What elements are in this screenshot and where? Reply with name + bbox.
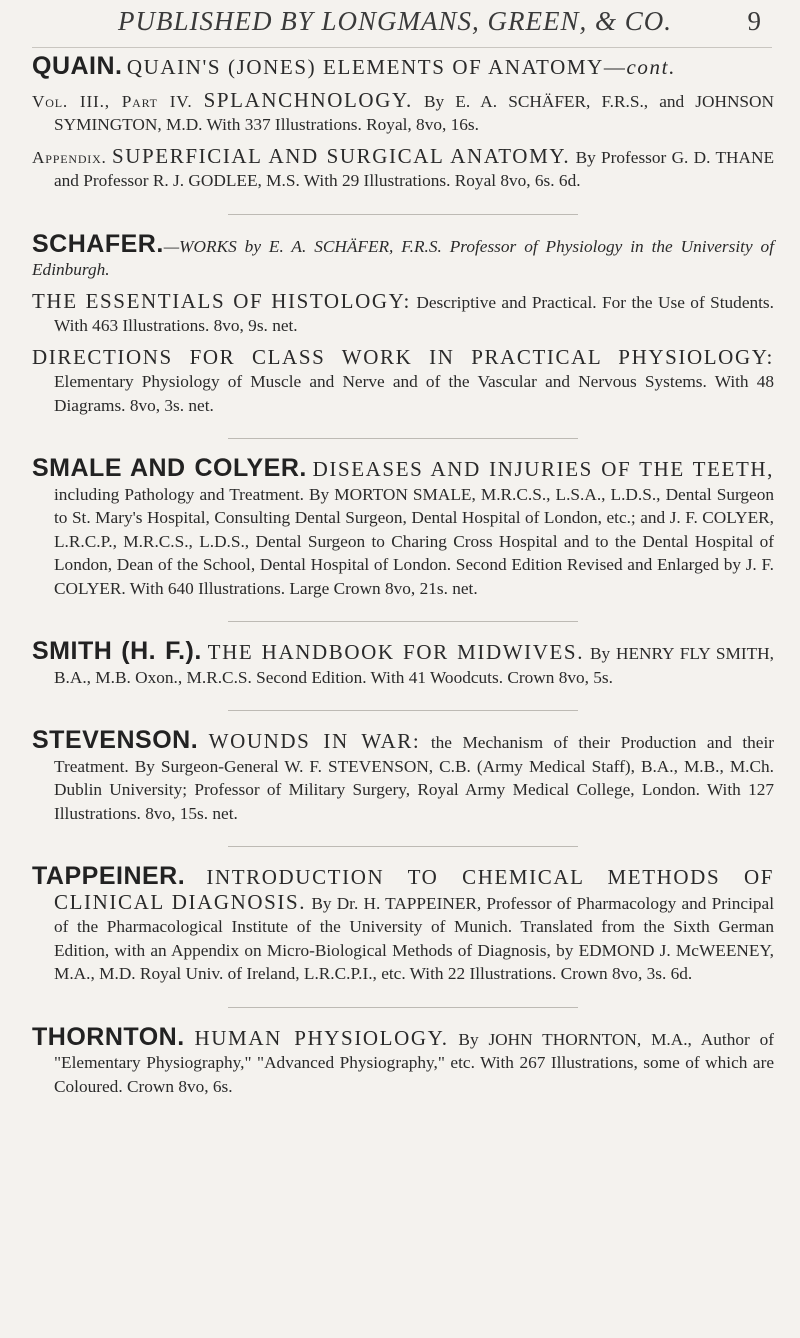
- entry-tappeiner: [32, 862, 774, 986]
- entry-thornton: [32, 1022, 774, 1099]
- entry-smith: [32, 637, 774, 689]
- entry-title: DISEASES AND INJURIES OF THE TEETH,: [312, 457, 775, 481]
- entry-paragraph: [32, 454, 775, 600]
- entry-text: including Pathology and Treatment. By MORTON SMALE, M.R.C.S., L.S.A., L.D.S., Dental Surgeon to St. Mary's Hospital, Consulting Dental Surgeon, Dental Hospital of London, etc.; and J. F. COLYER, L.R.C.P., M.R.C.S., L.D.S., Dental Surgeon to Charing Cross Hospital and to the Dental Hospital of London, Dean of the School, Dental Hospital of London. Second Edition Revised and Enlarged by J. F. COLYER. With 640 Illustrations. Large Crown 8vo, 21s. net.: [54, 484, 774, 598]
- entry-text: By Professor G. D. THANE and Professor R. J. GODLEE, M.S. With 29 Illustrations. Royal 8vo, 6s. 6d.: [54, 147, 774, 190]
- entry-divider: [228, 846, 578, 847]
- entry-title-cont: cont.: [626, 55, 676, 79]
- entry-divider: [228, 1007, 578, 1008]
- entry-text: Descriptive and Practical. For the Use of Students. With 463 Illustrations. 8vo, 9s. net.: [54, 292, 774, 335]
- running-head: [118, 6, 776, 37]
- entry-divider: [228, 438, 578, 439]
- entry-title: SUPERFICIAL AND SURGICAL ANATOMY.: [111, 143, 571, 168]
- entry-paragraph: [32, 290, 774, 338]
- entry-stevenson: [32, 726, 775, 825]
- entry-intro: —WORKS by E. A. SCHÄFER, F.R.S. Professor of Physiology in the University of Edinburgh.: [32, 236, 774, 279]
- entry-title: WOUNDS IN WAR:: [208, 729, 421, 753]
- entry-title: DIRECTIONS FOR CLASS WORK IN PRACTICAL PHYSIOLOGY:: [32, 344, 774, 369]
- entry-title: INTRODUCTION TO CHEMICAL METHODS OF CLINICAL DIAGNOSIS.: [54, 865, 774, 914]
- volume-label: Vol. III., Part IV.: [32, 91, 193, 111]
- volume-label: Appendix.: [32, 147, 107, 167]
- entry-divider: [228, 214, 578, 215]
- entry-paragraph: [32, 89, 774, 137]
- entry-paragraph: [32, 637, 774, 689]
- catalogue-body: [32, 52, 775, 1098]
- entry-paragraph: [32, 52, 774, 81]
- entry-paragraph: [32, 862, 774, 986]
- entry-author: STEVENSON.: [32, 726, 199, 754]
- entry-author: SMALE AND COLYER.: [32, 454, 307, 482]
- entry-title: SPLANCHNOLOGY.: [203, 87, 413, 112]
- entry-title: HUMAN PHYSIOLOGY.: [194, 1025, 449, 1050]
- entry-text: By HENRY FLY SMITH, B.A., M.B. Oxon., M.R.C.S. Second Edition. With 41 Woodcuts. Crown 8vo, 5s.: [54, 644, 774, 687]
- entry-paragraph: [32, 145, 774, 193]
- entry-title: THE ESSENTIALS OF HISTOLOGY:: [32, 288, 411, 313]
- entry-quain: [32, 52, 774, 193]
- entry-smale-colyer: [32, 454, 775, 600]
- entry-text: Elementary Physiology of Muscle and Nerve and of the Vascular and Nervous Systems. With 48 Diagrams. 8vo, 3s. net.: [54, 372, 774, 415]
- publisher-line: PUBLISHED BY LONGMANS, GREEN, & CO.: [118, 6, 672, 36]
- entry-paragraph: [32, 726, 775, 825]
- entry-schafer: [32, 229, 774, 418]
- entry-author: SCHAFER.: [32, 229, 164, 258]
- entry-author: QUAIN.: [32, 52, 123, 80]
- entry-paragraph: [32, 346, 774, 418]
- entry-text: By JOHN THORNTON, M.A., Author of "Elementary Physiography," "Advanced Physiography," etc. With 267 Illustrations, some of which are Coloured. Crown 8vo, 6s.: [54, 1029, 774, 1096]
- page-number: 9: [747, 6, 762, 36]
- entry-text: By Dr. H. TAPPEINER, Professor of Pharmacology and Principal of the Pharmacological Institute of the University of Munich. Translated from the Sixth German Edition, with an Appendix on Micro-Biological Methods of Diagnosis, by EDMOND J. McWEENEY, M.A., M.D. Royal Univ. of Ireland, L.R.C.P.I., etc. With 22 Illustrations. Crown 8vo, 3s. 6d.: [54, 893, 774, 983]
- entry-author: TAPPEINER.: [32, 862, 186, 890]
- entry-text: the Mechanism of their Production and their Treatment. By Surgeon-General W. F. STEVENSON, C.B. (Army Medical Staff), B.A., M.B., M.Ch. Dublin University; Professor of Military Surgery, Royal Army Medical College, London. With 127 Illustrations. 8vo, 15s. net.: [54, 733, 775, 823]
- entry-paragraph: [32, 229, 774, 282]
- entry-paragraph: [32, 1022, 774, 1099]
- entry-divider: [228, 621, 578, 622]
- header-rule: [32, 47, 772, 48]
- entry-divider: [228, 710, 578, 711]
- entry-author: SMITH (H. F.).: [32, 637, 202, 665]
- entry-title: QUAIN'S (JONES) ELEMENTS OF ANATOMY—: [126, 55, 627, 79]
- entry-title: THE HANDBOOK FOR MIDWIVES.: [207, 640, 585, 664]
- entry-author: THORNTON.: [32, 1022, 185, 1051]
- entry-text: By E. A. SCHÄFER, F.R.S., and JOHNSON SYMINGTON, M.D. With 337 Illustrations. Royal, 8vo, 16s.: [54, 91, 774, 134]
